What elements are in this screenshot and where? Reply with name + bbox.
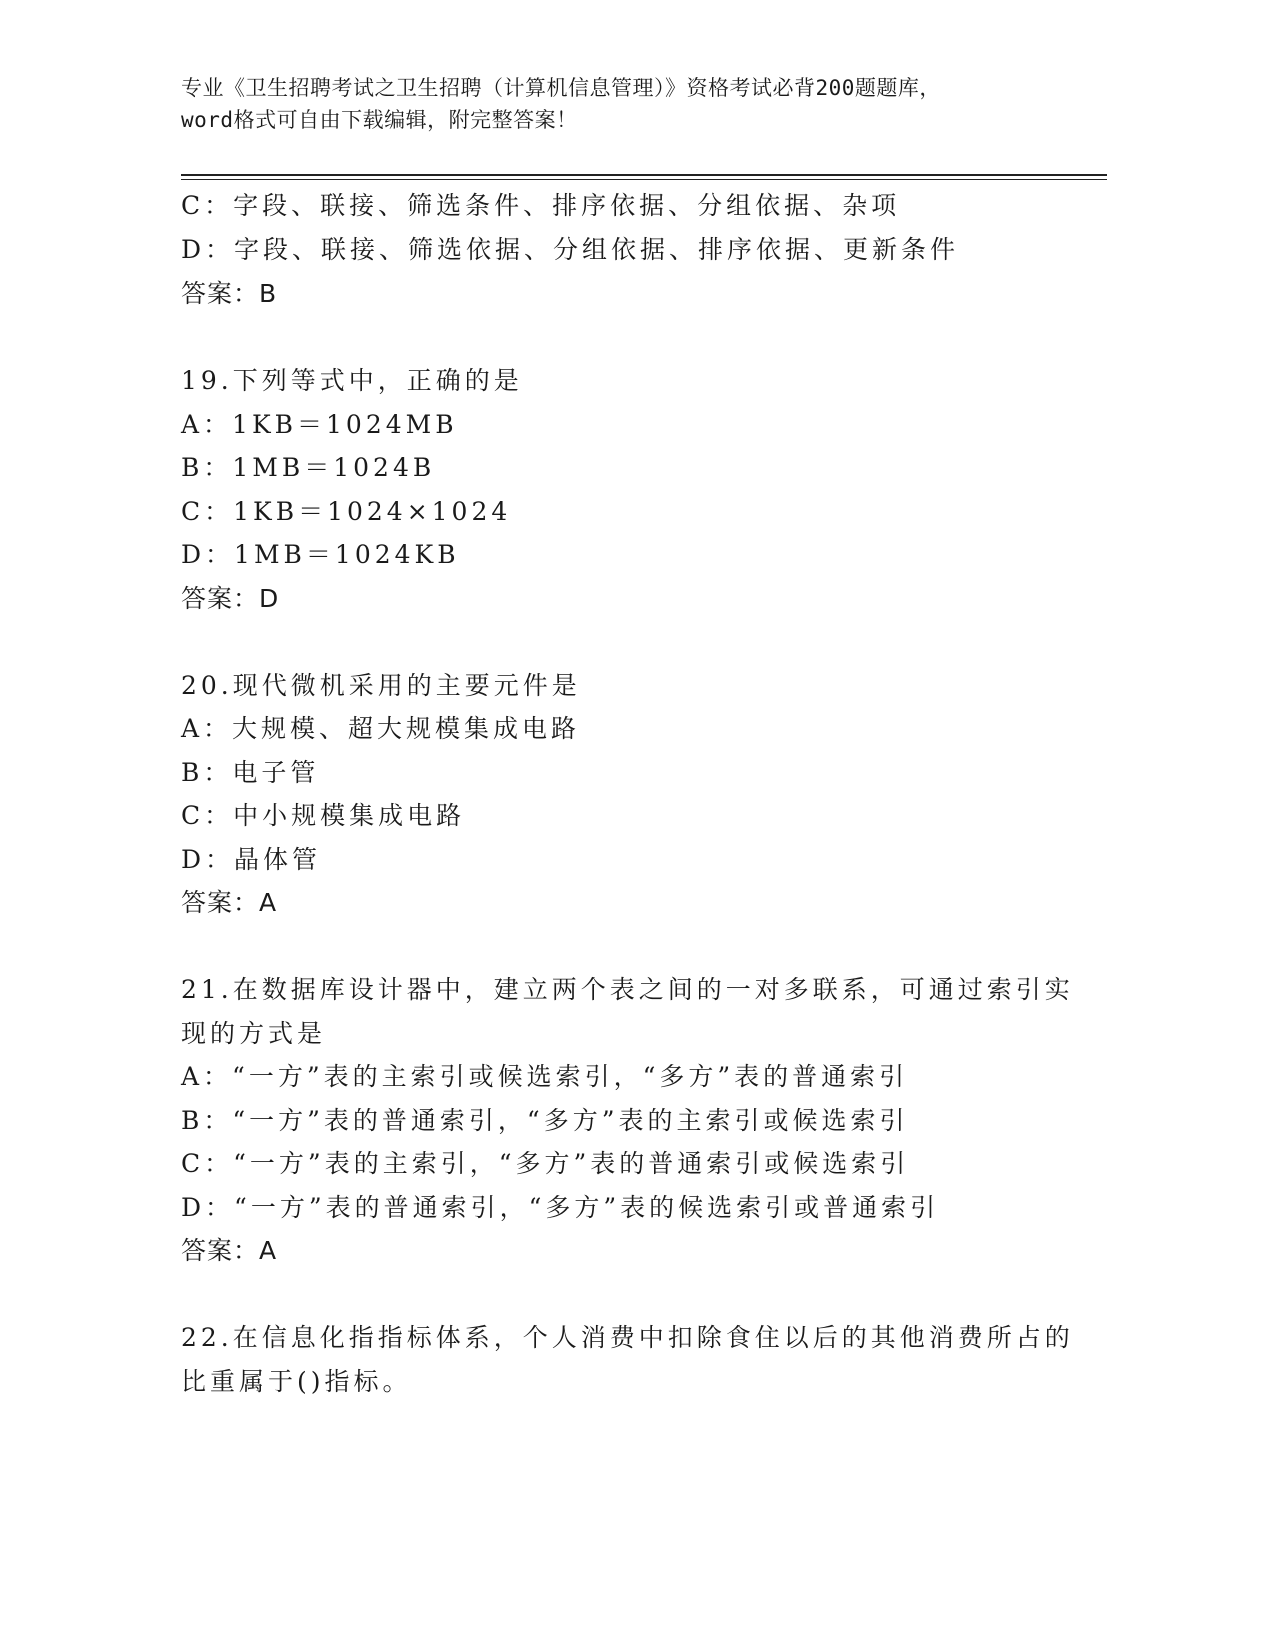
q22-title-line-1: 22.在信息化指指标体系，个人消费中扣除食住以后的其他消费所占的 (181, 1323, 1074, 1352)
header-line-1: 专业《卫生招聘考试之卫生招聘（计算机信息管理）》资格考试必背200题题库， (181, 76, 941, 100)
prev-option-d: D：字段、联接、筛选依据、分组依据、排序依据、更新条件 (181, 235, 960, 264)
q21-option-c: C：“一方”表的主索引，“多方”表的普通索引或候选索引 (181, 1149, 910, 1178)
header-line-2: word格式可自由下载编辑，附完整答案！ (181, 108, 578, 132)
document-header (181, 72, 1071, 136)
prev-answer: 答案：B (181, 279, 278, 308)
q21-title-line-1: 21.在数据库设计器中，建立两个表之间的一对多联系，可通过索引实 (181, 975, 1074, 1004)
prev-option-c: C：字段、联接、筛选条件、排序依据、分组依据、杂项 (181, 191, 901, 220)
q19-option-c: C：1KB＝1024×1024 (181, 497, 512, 526)
q20-answer: 答案：A (181, 888, 278, 917)
header-rule-thick (181, 174, 1107, 176)
q19-option-b: B：1MB＝1024B (181, 453, 436, 482)
q21-option-b: B：“一方”表的普通索引，“多方”表的主索引或候选索引 (181, 1106, 909, 1135)
q19-option-d: D：1MB＝1024KB (181, 540, 460, 569)
q21-option-a: A：“一方”表的主索引或候选索引，“多方”表的普通索引 (181, 1062, 909, 1091)
q20-option-b: B：电子管 (181, 758, 320, 787)
q20-option-c: C：中小规模集成电路 (181, 801, 466, 830)
q21-answer: 答案：A (181, 1236, 278, 1265)
q21-option-d: D：“一方”表的普通索引，“多方”表的候选索引或普通索引 (181, 1193, 940, 1222)
q21-title-line-2: 现的方式是 (181, 1019, 327, 1048)
q19-title: 19.下列等式中，正确的是 (181, 366, 523, 395)
q19-answer: 答案：D (181, 584, 280, 613)
q20-option-a: A：大规模、超大规模集成电路 (181, 714, 581, 743)
q20-title: 20.现代微机采用的主要元件是 (181, 671, 581, 700)
q19-option-a: A：1KB＝1024MB (181, 410, 458, 439)
q20-option-d: D：晶体管 (181, 845, 322, 874)
q22-title-line-2: 比重属于()指标。 (181, 1367, 412, 1396)
header-rule-thin (181, 179, 1107, 180)
